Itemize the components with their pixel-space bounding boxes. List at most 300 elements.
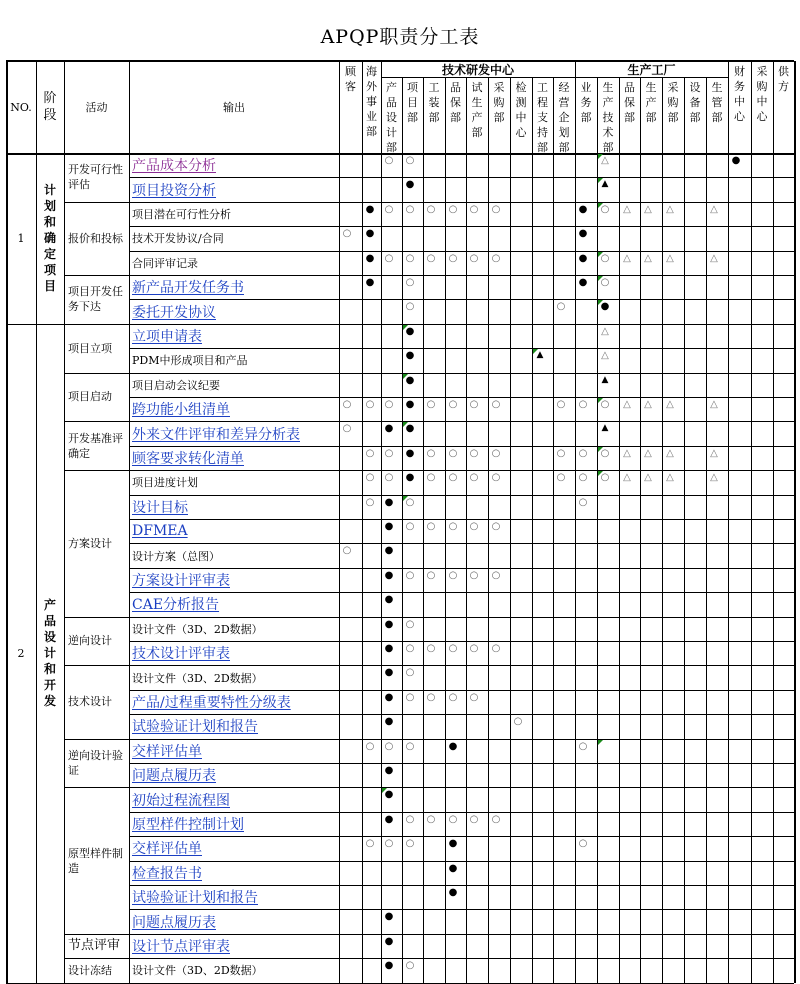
header-stage xyxy=(36,61,64,153)
activity-label: 项目立项 xyxy=(68,341,112,355)
open-circle-mark: ○ xyxy=(556,399,566,410)
vertical-char: 部 xyxy=(667,111,679,124)
vertical-char: 计 xyxy=(43,646,56,661)
row-line xyxy=(129,275,794,276)
vertical-char: 海 xyxy=(366,65,377,78)
column-line xyxy=(466,77,467,983)
column-line xyxy=(64,61,65,983)
output-item: 外来文件评审和差异分析表 xyxy=(132,426,300,443)
header-separator xyxy=(6,153,794,155)
activity-label: 项目开发任务下达 xyxy=(68,285,123,314)
column-line xyxy=(684,77,685,983)
output-item: 设计文件（3D、2D数据） xyxy=(132,671,263,685)
column-line xyxy=(445,77,446,983)
column-line xyxy=(510,77,511,983)
open-circle-mark: ○ xyxy=(491,447,501,459)
row-line xyxy=(129,543,794,544)
open-circle-mark: ○ xyxy=(556,447,566,459)
open-triangle-mark: △ xyxy=(666,399,674,410)
border-left xyxy=(6,61,8,983)
column-line xyxy=(423,77,424,983)
row-line xyxy=(129,421,794,422)
open-circle-mark: ○ xyxy=(405,496,415,508)
activity-separator xyxy=(64,202,129,203)
open-circle-mark: ○ xyxy=(491,643,501,654)
header-dept-12 xyxy=(597,77,619,153)
open-circle-mark: ○ xyxy=(469,569,479,581)
header-dept-16 xyxy=(684,77,706,153)
open-circle-mark: ○ xyxy=(491,203,501,215)
filled-circle-mark: ● xyxy=(384,667,394,679)
open-triangle-mark: △ xyxy=(710,252,718,264)
vertical-char: 开 xyxy=(43,678,56,693)
open-circle-mark: ○ xyxy=(578,496,588,508)
filled-circle-mark: ● xyxy=(384,545,394,557)
activity-separator xyxy=(64,739,129,740)
column-line xyxy=(619,77,620,983)
vertical-char: 支 xyxy=(537,111,548,124)
row-line xyxy=(129,202,794,203)
open-circle-mark: ○ xyxy=(342,399,352,410)
open-circle-mark: ○ xyxy=(556,301,566,313)
activity-label: 逆向设计验证 xyxy=(68,748,123,777)
open-circle-mark: ○ xyxy=(426,203,436,215)
output-item: 设计节点评审表 xyxy=(132,938,230,955)
row-line xyxy=(129,519,794,520)
open-circle-mark: ○ xyxy=(405,569,415,581)
activity-label: 技术设计 xyxy=(68,695,112,709)
open-triangle-mark: △ xyxy=(623,203,631,215)
vertical-char: 保 xyxy=(624,96,635,109)
output-item: 合同评审记录 xyxy=(132,256,198,270)
open-circle-mark: ○ xyxy=(491,569,501,581)
vertical-char: 部 xyxy=(602,141,614,153)
header-dept-3 xyxy=(402,77,423,153)
filled-circle-mark: ● xyxy=(384,813,394,825)
vertical-char: 供 xyxy=(778,65,789,78)
vertical-char: 品 xyxy=(43,614,56,629)
vertical-char: 和 xyxy=(43,215,56,230)
open-circle-mark: ○ xyxy=(491,472,501,484)
vertical-char: 段 xyxy=(43,108,57,123)
output-item: 项目进度计划 xyxy=(132,476,198,490)
row-line xyxy=(129,861,794,862)
open-circle-mark: ○ xyxy=(448,569,458,581)
output-item: 初始过程流程图 xyxy=(132,792,230,809)
activity-separator xyxy=(64,934,129,935)
vertical-char: 中 xyxy=(515,111,527,124)
open-triangle-mark: △ xyxy=(666,472,674,484)
open-circle-mark: ○ xyxy=(600,203,610,215)
vertical-char: 心 xyxy=(734,110,745,123)
open-circle-mark: ○ xyxy=(600,252,610,264)
vertical-char: 技 xyxy=(602,111,614,124)
output-item: 设计文件（3D、2D数据） xyxy=(132,622,263,636)
vertical-char: 务 xyxy=(734,80,745,93)
cell-flag-marker xyxy=(533,349,538,354)
vertical-char: 部 xyxy=(366,125,377,138)
header-dept-11 xyxy=(575,77,597,153)
cell-flag-marker xyxy=(382,788,387,793)
filled-circle-mark: ● xyxy=(405,423,415,435)
output-item: 顾客要求转化清单 xyxy=(132,450,244,467)
column-line xyxy=(553,77,554,983)
column-line xyxy=(728,61,729,983)
vertical-char: 心 xyxy=(515,126,527,139)
open-circle-mark: ○ xyxy=(469,399,479,410)
filled-circle-mark: ● xyxy=(384,594,394,606)
open-triangle-mark: △ xyxy=(623,472,631,484)
cell-flag-marker xyxy=(598,471,603,476)
open-circle-mark: ○ xyxy=(365,399,375,410)
group-separator xyxy=(381,77,728,78)
header-dept-2 xyxy=(381,77,402,153)
vertical-char: 产 xyxy=(386,81,397,94)
open-triangle-mark: △ xyxy=(623,252,631,264)
vertical-char: 发 xyxy=(43,694,56,709)
vertical-char: 部 xyxy=(558,141,570,153)
row-line xyxy=(129,324,794,325)
header-dept-9 xyxy=(532,77,553,153)
open-circle-mark: ○ xyxy=(600,447,610,459)
open-circle-mark: ○ xyxy=(384,203,394,215)
vertical-char: 试 xyxy=(471,81,483,94)
output-item: 设计目标 xyxy=(132,499,188,516)
open-circle-mark: ○ xyxy=(365,838,375,850)
vertical-char: 部 xyxy=(580,111,592,124)
filled-circle-mark: ● xyxy=(365,277,375,288)
open-circle-mark: ○ xyxy=(365,447,375,459)
open-circle-mark: ○ xyxy=(469,252,479,264)
open-circle-mark: ○ xyxy=(448,399,458,410)
header-dept-18 xyxy=(728,61,751,153)
open-triangle-mark: △ xyxy=(623,447,631,459)
filled-triangle-mark: ▲ xyxy=(536,350,544,361)
border-right xyxy=(794,61,796,983)
filled-circle-mark: ● xyxy=(600,301,610,313)
vertical-char: 计 xyxy=(386,126,397,139)
vertical-char: 项 xyxy=(43,263,56,278)
row-line xyxy=(129,592,794,593)
open-circle-mark: ○ xyxy=(469,447,479,459)
header-dept-1 xyxy=(362,61,381,153)
output-item: 问题点履历表 xyxy=(132,914,216,931)
header-activity: 活动 xyxy=(85,100,108,114)
cell-flag-marker xyxy=(598,300,603,305)
output-item: 项目投资分析 xyxy=(132,182,216,199)
filled-triangle-mark: ▲ xyxy=(601,423,609,434)
vertical-char: 营 xyxy=(558,96,570,109)
cell-flag-marker xyxy=(403,374,408,379)
activity-label: 开发可行性评估 xyxy=(68,163,123,192)
vertical-char: 计 xyxy=(43,183,56,198)
open-circle-mark: ○ xyxy=(384,155,394,166)
activity-separator xyxy=(64,787,129,788)
row-line xyxy=(129,812,794,813)
column-line xyxy=(597,77,598,983)
vertical-char: 部 xyxy=(428,111,440,124)
row-line xyxy=(129,446,794,447)
vertical-char: 部 xyxy=(645,111,657,124)
border-top xyxy=(6,60,794,62)
open-circle-mark: ○ xyxy=(384,447,394,459)
row-line xyxy=(129,299,794,300)
filled-circle-mark: ● xyxy=(405,179,415,191)
open-circle-mark: ○ xyxy=(405,643,415,654)
open-triangle-mark: △ xyxy=(666,447,674,459)
column-line xyxy=(532,77,533,983)
vertical-char: 阶 xyxy=(43,91,57,106)
activity-separator xyxy=(64,324,129,325)
vertical-char: 产 xyxy=(43,598,56,613)
vertical-char: 程 xyxy=(537,96,548,109)
output-item: 技术开发协议/合同 xyxy=(132,232,224,246)
open-circle-mark: ○ xyxy=(405,203,415,215)
header-no: NO. xyxy=(10,100,32,114)
vertical-char: 目 xyxy=(43,279,56,294)
activity-label: 报价和投标 xyxy=(68,231,123,245)
open-circle-mark: ○ xyxy=(384,472,394,484)
output-item: CAE分析报告 xyxy=(132,597,220,614)
column-line xyxy=(339,61,340,983)
vertical-char: 部 xyxy=(386,141,397,153)
activity-separator xyxy=(64,665,129,666)
row-line xyxy=(129,226,794,227)
open-circle-mark: ○ xyxy=(448,813,458,825)
filled-circle-mark: ● xyxy=(384,789,394,801)
open-circle-mark: ○ xyxy=(469,203,479,215)
open-triangle-mark: △ xyxy=(710,399,718,410)
vertical-char: 确 xyxy=(43,231,56,246)
open-triangle-mark: △ xyxy=(601,155,609,166)
vertical-char: 生 xyxy=(602,81,614,94)
cell-flag-marker xyxy=(598,203,603,208)
row-line xyxy=(129,617,794,618)
open-circle-mark: ○ xyxy=(469,813,479,825)
open-circle-mark: ○ xyxy=(342,545,352,557)
filled-circle-mark: ● xyxy=(384,643,394,654)
filled-circle-mark: ● xyxy=(405,374,415,386)
open-circle-mark: ○ xyxy=(469,472,479,484)
column-line xyxy=(488,77,489,983)
filled-circle-mark: ● xyxy=(384,496,394,508)
vertical-char: 生 xyxy=(471,96,483,109)
vertical-char: 购 xyxy=(756,80,768,93)
row-line xyxy=(129,177,794,178)
activity-separator xyxy=(64,275,129,276)
filled-circle-mark: ● xyxy=(365,252,375,264)
row-line xyxy=(129,714,794,715)
open-circle-mark: ○ xyxy=(491,252,501,264)
open-triangle-mark: △ xyxy=(644,203,652,215)
open-circle-mark: ○ xyxy=(405,838,415,850)
open-circle-mark: ○ xyxy=(491,521,501,532)
activity-label: 原型样件制造 xyxy=(68,846,123,875)
vertical-char: 务 xyxy=(580,96,592,109)
row-line xyxy=(129,665,794,666)
column-line xyxy=(362,61,363,983)
header-group-prod: 生产工厂 xyxy=(627,62,676,77)
vertical-char: 部 xyxy=(624,111,635,124)
column-line xyxy=(662,77,663,983)
cell-flag-marker xyxy=(598,447,603,452)
cell-flag-marker xyxy=(403,325,408,330)
activity-label: 开发基准评确定 xyxy=(68,431,123,460)
filled-circle-mark: ● xyxy=(384,911,394,923)
row-line xyxy=(129,397,794,398)
header-group-tech: 技术研发中心 xyxy=(441,62,514,77)
header-dept-8 xyxy=(510,77,532,153)
row-line xyxy=(129,690,794,691)
open-triangle-mark: △ xyxy=(644,252,652,264)
output-item: 新产品开发任务书 xyxy=(132,280,244,297)
vertical-char: 划 xyxy=(43,199,56,214)
open-triangle-mark: △ xyxy=(644,399,652,410)
header-dept-0 xyxy=(339,61,362,153)
header-dept-17 xyxy=(706,77,728,153)
header-dept-10 xyxy=(553,77,575,153)
vertical-char: 产 xyxy=(471,111,483,124)
row-line xyxy=(129,495,794,496)
vertical-char: 和 xyxy=(43,662,56,677)
vertical-char: 备 xyxy=(689,96,701,109)
open-triangle-mark: △ xyxy=(666,203,674,215)
section-stage xyxy=(36,324,64,983)
output-item: 检查报告书 xyxy=(132,865,202,882)
filled-circle-mark: ● xyxy=(384,935,394,947)
header-output: 输出 xyxy=(223,100,245,114)
open-circle-mark: ○ xyxy=(405,813,415,825)
filled-circle-mark: ● xyxy=(384,618,394,630)
row-line xyxy=(129,836,794,837)
filled-circle-mark: ● xyxy=(448,740,458,752)
vertical-char: 工 xyxy=(537,81,548,94)
open-triangle-mark: △ xyxy=(710,203,718,215)
output-item: 交样评估单 xyxy=(132,743,202,760)
cell-flag-marker xyxy=(598,276,603,281)
row-line xyxy=(129,641,794,642)
column-line xyxy=(773,61,774,983)
open-circle-mark: ○ xyxy=(426,447,436,459)
open-circle-mark: ○ xyxy=(405,301,415,313)
vertical-char: 保 xyxy=(450,96,461,109)
vertical-char: 采 xyxy=(756,65,768,78)
cell-flag-marker xyxy=(403,422,408,427)
filled-circle-mark: ● xyxy=(384,960,394,972)
activity-separator xyxy=(64,470,129,471)
open-triangle-mark: △ xyxy=(623,399,631,410)
vertical-char: 产 xyxy=(602,96,614,109)
open-circle-mark: ○ xyxy=(365,496,375,508)
vertical-char: 定 xyxy=(43,247,56,262)
open-circle-mark: ○ xyxy=(405,691,415,703)
column-line xyxy=(36,61,37,983)
row-line xyxy=(129,958,794,959)
output-item: 方案设计评审表 xyxy=(132,572,230,589)
vertical-char: 工 xyxy=(428,81,440,94)
open-circle-mark: ○ xyxy=(342,228,352,240)
header-dept-19 xyxy=(751,61,773,153)
vertical-char: 外 xyxy=(366,80,377,93)
open-circle-mark: ○ xyxy=(469,521,479,532)
output-item: 技术设计评审表 xyxy=(132,646,230,663)
header-dept-4 xyxy=(423,77,445,153)
cell-flag-marker xyxy=(598,252,603,257)
open-circle-mark: ○ xyxy=(448,643,458,654)
vertical-char: 部 xyxy=(537,141,548,153)
cell-flag-marker xyxy=(403,496,408,501)
open-circle-mark: ○ xyxy=(405,618,415,630)
row-line xyxy=(129,885,794,886)
row-line xyxy=(129,251,794,252)
activity-separator xyxy=(64,617,129,618)
vertical-char: 经 xyxy=(558,81,570,94)
output-item: 试验验证计划和报告 xyxy=(132,719,258,736)
open-circle-mark: ○ xyxy=(448,691,458,703)
filled-circle-mark: ● xyxy=(448,887,458,898)
header-dept-20 xyxy=(773,61,794,153)
filled-circle-mark: ● xyxy=(384,691,394,703)
open-circle-mark: ○ xyxy=(426,691,436,703)
vertical-char: 事 xyxy=(366,95,377,108)
filled-circle-mark: ● xyxy=(405,325,415,337)
output-item: 立项申请表 xyxy=(132,328,202,345)
vertical-char: 装 xyxy=(428,96,440,109)
open-circle-mark: ○ xyxy=(426,472,436,484)
open-circle-mark: ○ xyxy=(448,521,458,532)
open-circle-mark: ○ xyxy=(384,740,394,752)
open-circle-mark: ○ xyxy=(365,472,375,484)
filled-circle-mark: ● xyxy=(384,569,394,581)
open-circle-mark: ○ xyxy=(513,716,523,728)
open-circle-mark: ○ xyxy=(578,740,588,752)
vertical-char: 部 xyxy=(450,111,461,124)
activity-separator xyxy=(64,421,129,422)
column-line xyxy=(402,77,403,983)
vertical-char: 持 xyxy=(537,126,548,139)
open-triangle-mark: △ xyxy=(644,472,652,484)
open-circle-mark: ○ xyxy=(405,277,415,288)
row-line xyxy=(129,909,794,910)
activity-label: 逆向设计 xyxy=(68,634,112,648)
vertical-char: 设 xyxy=(43,630,56,645)
vertical-char: 项 xyxy=(407,81,418,94)
vertical-char: 设 xyxy=(689,81,701,94)
output-item: 设计文件（3D、2D数据） xyxy=(132,964,263,978)
filled-circle-mark: ● xyxy=(384,521,394,532)
filled-circle-mark: ● xyxy=(578,252,588,264)
open-circle-mark: ○ xyxy=(405,155,415,166)
open-circle-mark: ○ xyxy=(426,569,436,581)
vertical-char: 方 xyxy=(778,80,789,93)
open-circle-mark: ○ xyxy=(405,667,415,679)
header-dept-15 xyxy=(662,77,684,153)
row-line xyxy=(129,348,794,349)
vertical-char: 采 xyxy=(667,81,679,94)
column-line xyxy=(575,61,576,983)
output-item: DFMEA xyxy=(132,523,188,540)
row-line xyxy=(129,787,794,788)
activity-separator xyxy=(64,958,129,959)
header-dept-7 xyxy=(488,77,510,153)
open-circle-mark: ○ xyxy=(448,203,458,215)
filled-triangle-mark: ▲ xyxy=(601,374,609,385)
output-item: 项目启动会议纪要 xyxy=(132,378,220,392)
open-circle-mark: ○ xyxy=(469,643,479,654)
vertical-char: 中 xyxy=(734,95,745,108)
vertical-char: 采 xyxy=(493,81,505,94)
filled-circle-mark: ● xyxy=(448,838,458,850)
